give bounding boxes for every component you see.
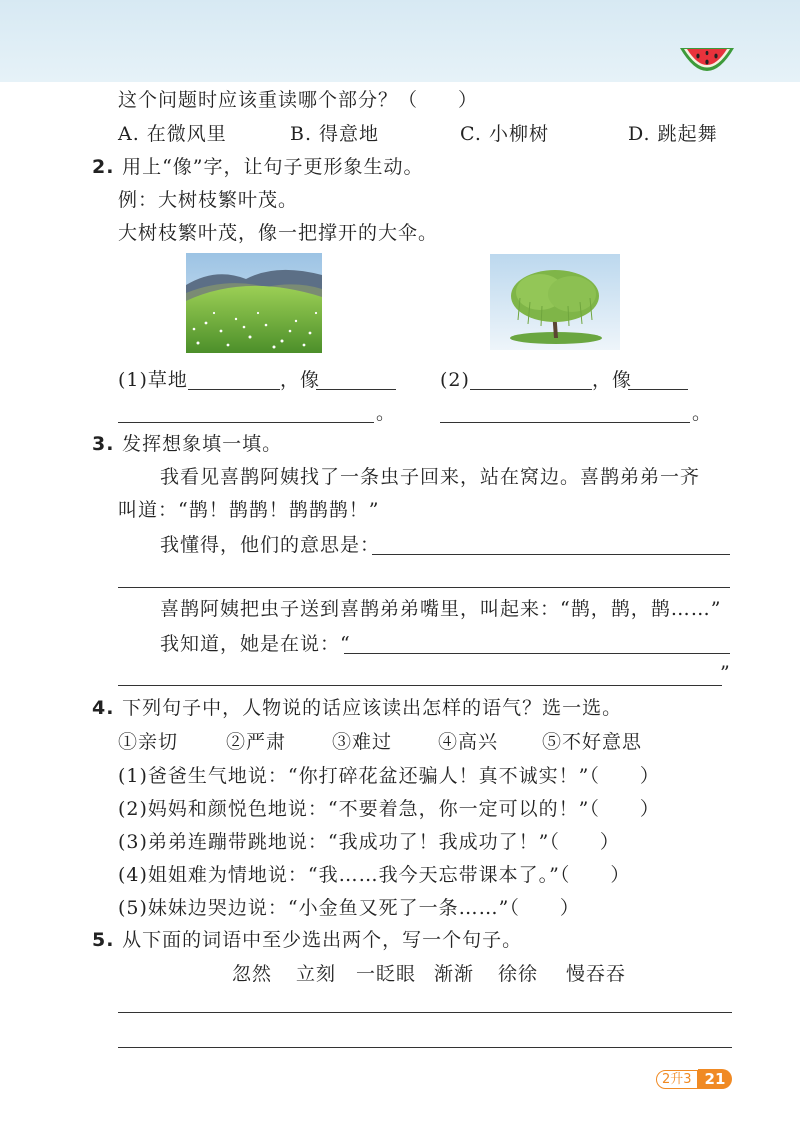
q4-choice-2: ②严肃	[226, 731, 287, 753]
q4-item-4	[118, 862, 630, 888]
q1-question-tail: 这个问题时应该重读哪个部分？（ ）	[118, 89, 479, 111]
q1-option-a: A. 在微风里	[118, 123, 227, 145]
q2-item2-blank-b[interactable]	[628, 389, 688, 390]
q3-answer-2-label: 我知道，她是在说：“	[160, 633, 351, 655]
q4-item-2-paren[interactable]: （ ）	[589, 798, 660, 820]
q3-paragraph-1-line-1: 我看见喜鹊阿姨找了一条虫子回来，站在窝边。喜鹊弟弟一齐	[160, 466, 701, 488]
q4-item-5-paren[interactable]: （ ）	[509, 897, 580, 919]
q4-item-4-paren[interactable]: （ ）	[559, 864, 631, 886]
q2-heading	[92, 154, 424, 180]
q2-example-answer: 大树枝繁叶茂，像一把撑开的大伞。	[118, 222, 439, 244]
q4-choice-4: ④高兴	[438, 731, 499, 753]
q5-answer-line-1[interactable]	[118, 1012, 732, 1013]
grassland-image	[186, 253, 322, 353]
q5-word-6: 慢吞吞	[566, 963, 627, 985]
q5-word-3: 一眨眼	[356, 963, 417, 985]
q2-item2-mid: ，像	[592, 369, 633, 391]
q4-item-2	[118, 796, 660, 822]
page-number: 21	[698, 1069, 733, 1089]
watermelon-icon	[678, 42, 736, 80]
q2-item1-label: (1)草地	[118, 369, 188, 391]
willow-tree-image	[490, 254, 620, 350]
q4-item-1	[118, 763, 660, 789]
q3-answer-2-blank-b[interactable]	[118, 685, 722, 686]
q4-item-1-text: (1)爸爸生气地说：“你打碎花盆还骗人！真不诚实！”	[118, 765, 590, 787]
q1-option-c: C. 小柳树	[460, 123, 549, 145]
q5-heading	[92, 927, 522, 953]
q3-number: 3.	[92, 433, 115, 455]
q1-option-b: B. 得意地	[290, 123, 380, 145]
q3-paragraph-3: 喜鹊阿姨把虫子送到喜鹊弟弟嘴里，叫起来：“鹊，鹊，鹊……”	[160, 598, 722, 620]
q3-answer-1-label: 我懂得，他们的意思是：	[160, 534, 381, 556]
q2-example-label: 例：大树枝繁叶茂。	[118, 189, 299, 211]
q4-item-4-text: (4)姐姐难为情地说：“我……我今天忘带课本了。”	[118, 864, 560, 886]
q2-item2-blank-a[interactable]	[470, 389, 592, 390]
q2-item1-blank-a[interactable]	[188, 389, 280, 390]
q4-title: 下列句子中，人物说的话应该读出怎样的语气？选一选。	[122, 697, 623, 719]
q4-item-1-paren[interactable]: （ ）	[589, 765, 660, 787]
q2-item1-mid: ，像	[280, 369, 321, 391]
page-number-tag	[656, 1069, 732, 1089]
q3-answer-1-blank-b[interactable]	[118, 587, 730, 588]
q5-word-4: 渐渐	[434, 963, 475, 985]
q2-number: 2.	[92, 156, 115, 178]
q2-item1-blank-c[interactable]	[118, 422, 374, 423]
q2-item1-period: 。	[376, 402, 397, 424]
q3-title: 发挥想象填一填。	[122, 433, 283, 455]
q3-heading	[92, 431, 282, 457]
q4-item-3-text: (3)弟弟连蹦带跳地说：“我成功了！我成功了！”	[118, 831, 550, 853]
q4-item-2-text: (2)妈妈和颜悦色地说：“不要着急，你一定可以的！”	[118, 798, 590, 820]
q4-item-3	[118, 829, 620, 855]
q5-number: 5.	[92, 929, 115, 951]
q5-word-5: 徐徐	[498, 963, 539, 985]
q2-item2-blank-c[interactable]	[440, 422, 690, 423]
q4-item-5-text: (5)妹妹边哭边说：“小金鱼又死了一条……”	[118, 897, 510, 919]
q3-close-quote: ”	[720, 662, 731, 684]
q5-answer-line-2[interactable]	[118, 1047, 732, 1048]
q5-title: 从下面的词语中至少选出两个，写一个句子。	[122, 929, 523, 951]
q3-answer-2-blank-a[interactable]	[344, 653, 730, 654]
q4-number: 4.	[92, 697, 115, 719]
q2-item1-blank-b[interactable]	[316, 389, 396, 390]
q4-choice-3: ③难过	[332, 731, 393, 753]
q1-option-d: D. 跳起舞	[628, 123, 718, 145]
q4-item-3-paren[interactable]: （ ）	[549, 831, 620, 853]
q4-heading	[92, 695, 622, 721]
q2-item2-label: (2)	[440, 369, 470, 391]
q3-answer-1-blank-a[interactable]	[372, 554, 730, 555]
q4-item-5	[118, 895, 580, 921]
q2-title: 用上“像”字，让句子更形象生动。	[122, 156, 424, 178]
q4-choice-5: ⑤不好意思	[542, 731, 643, 753]
q4-choice-1: ①亲切	[118, 731, 179, 753]
grade-label: 2升3	[656, 1070, 698, 1089]
q5-word-2: 立刻	[296, 963, 337, 985]
q2-item2-period: 。	[692, 402, 713, 424]
q3-paragraph-1-line-2: 叫道：“鹊！鹊鹊！鹊鹊鹊！”	[118, 499, 380, 521]
q5-word-1: 忽然	[232, 963, 273, 985]
